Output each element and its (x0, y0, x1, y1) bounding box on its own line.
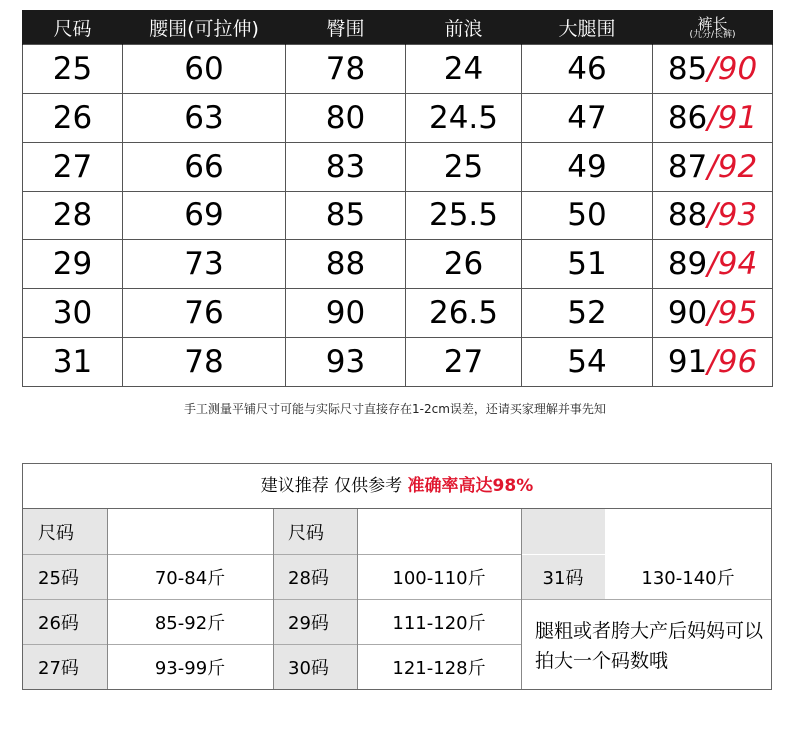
size-cell-size: 25 (23, 45, 123, 94)
size-row (23, 191, 773, 240)
rec-weight-29: 111-120斤 (392, 613, 486, 634)
grid-line (23, 599, 771, 600)
rec-weight-28: 100-110斤 (392, 568, 486, 589)
size-cell-size: 30 (23, 289, 123, 338)
rec-size-27: 27码 (23, 645, 107, 689)
size-header-cell-1: 尺码 (23, 509, 107, 554)
size-cell-length (653, 45, 773, 94)
length-cropped: 90 (667, 295, 708, 332)
header-thigh: 大腿围 (522, 10, 653, 45)
length-cropped: 91 (667, 344, 708, 381)
size-cell-thigh: 46 (522, 45, 653, 94)
size-cell-waist: 78 (123, 338, 286, 387)
size-row (23, 142, 773, 191)
size-cell-rise: 27 (406, 338, 522, 387)
size-chart-table (22, 10, 773, 387)
size-cell-size: 26 (23, 93, 123, 142)
size-cell-hip: 83 (286, 142, 406, 191)
size-cell-rise: 24.5 (406, 93, 522, 142)
recommendation-title-text: 建议推荐 仅供参考 (260, 476, 408, 496)
grid-line (107, 509, 108, 689)
header-rise: 前浪 (406, 10, 522, 45)
rec-weight-30: 121-128斤 (392, 658, 486, 679)
size-cell-length (653, 93, 773, 142)
size-row (23, 93, 773, 142)
size-cell-rise: 26 (406, 240, 522, 289)
header-length (653, 10, 773, 45)
size-cell-waist: 73 (123, 240, 286, 289)
length-full: /94 (707, 246, 758, 283)
size-cell-size: 28 (23, 191, 123, 240)
size-cell-length (653, 142, 773, 191)
size-row (23, 240, 773, 289)
header-waist: 腰围(可拉伸) (123, 10, 286, 45)
size-chart-header-row (23, 10, 773, 45)
size-cell-length (653, 289, 773, 338)
accuracy-highlight: 准确率高达98% (407, 476, 534, 496)
measurement-note: 手工测量平铺尺寸可能与实际尺寸直接存在1-2cm误差，还请买家理解并事先知 (184, 402, 606, 416)
length-cropped: 85 (667, 50, 708, 87)
size-cell-hip: 78 (286, 45, 406, 94)
length-cropped: 86 (667, 99, 708, 136)
size-row (23, 45, 773, 94)
size-cell-size: 29 (23, 240, 123, 289)
grid-line (357, 509, 358, 689)
size-cell-waist: 76 (123, 289, 286, 338)
size-row (23, 289, 773, 338)
size-cell-thigh: 51 (522, 240, 653, 289)
size-cell-hip: 88 (286, 240, 406, 289)
rec-size-29: 29码 (273, 600, 357, 644)
size-cell-length (653, 338, 773, 387)
size-cell-waist: 63 (123, 93, 286, 142)
size-cell-waist: 60 (123, 45, 286, 94)
header-length-main: 裤长 (697, 15, 728, 33)
rec-weight-27: 93-99斤 (154, 658, 226, 679)
size-cell-waist: 66 (123, 142, 286, 191)
size-cell-thigh: 47 (522, 93, 653, 142)
rec-weight-25: 70-84斤 (154, 568, 226, 589)
recommendation-title (23, 464, 771, 509)
size-header-cell-3 (521, 509, 605, 554)
size-cell-length (653, 240, 773, 289)
rec-weight-31: 130-140斤 (641, 568, 735, 589)
size-cell-rise: 26.5 (406, 289, 522, 338)
grid-line (23, 554, 521, 555)
size-row (23, 338, 773, 387)
length-full: /90 (707, 50, 758, 87)
size-cell-hip: 90 (286, 289, 406, 338)
size-cell-hip: 80 (286, 93, 406, 142)
length-full: /93 (707, 197, 758, 234)
grid-line (521, 509, 522, 689)
grid-line (273, 509, 274, 689)
size-cell-thigh: 52 (522, 289, 653, 338)
size-up-tip: 腿粗或者胯大产后妈妈可以拍大一个码数哦 (535, 620, 764, 672)
length-full: /95 (707, 295, 758, 332)
size-cell-size: 27 (23, 142, 123, 191)
recommendation-table (22, 463, 772, 690)
size-cell-rise: 25 (406, 142, 522, 191)
size-cell-thigh: 54 (522, 338, 653, 387)
rec-size-28: 28码 (273, 555, 357, 599)
size-cell-thigh: 49 (522, 142, 653, 191)
grid-line (23, 644, 521, 645)
rec-size-31: 31码 (521, 555, 605, 599)
length-full: /91 (707, 99, 758, 136)
header-size: 尺码 (23, 10, 123, 45)
rec-size-25: 25码 (23, 555, 107, 599)
size-cell-hip: 85 (286, 191, 406, 240)
size-cell-waist: 69 (123, 191, 286, 240)
rec-size-30: 30码 (273, 645, 357, 689)
size-cell-rise: 24 (406, 45, 522, 94)
size-cell-thigh: 50 (522, 191, 653, 240)
size-cell-hip: 93 (286, 338, 406, 387)
length-cropped: 88 (667, 197, 708, 234)
rec-size-26: 26码 (23, 600, 107, 644)
length-cropped: 87 (667, 148, 708, 185)
length-cropped: 89 (667, 246, 708, 283)
size-cell-size: 31 (23, 338, 123, 387)
length-full: /92 (707, 148, 758, 185)
size-cell-rise: 25.5 (406, 191, 522, 240)
rec-weight-26: 85-92斤 (154, 613, 226, 634)
size-cell-length (653, 191, 773, 240)
length-full: /96 (707, 344, 758, 381)
size-header-cell-2: 尺码 (273, 509, 357, 554)
header-length-sub: (九分/长裤) (689, 30, 736, 40)
header-hip: 臀围 (286, 10, 406, 45)
